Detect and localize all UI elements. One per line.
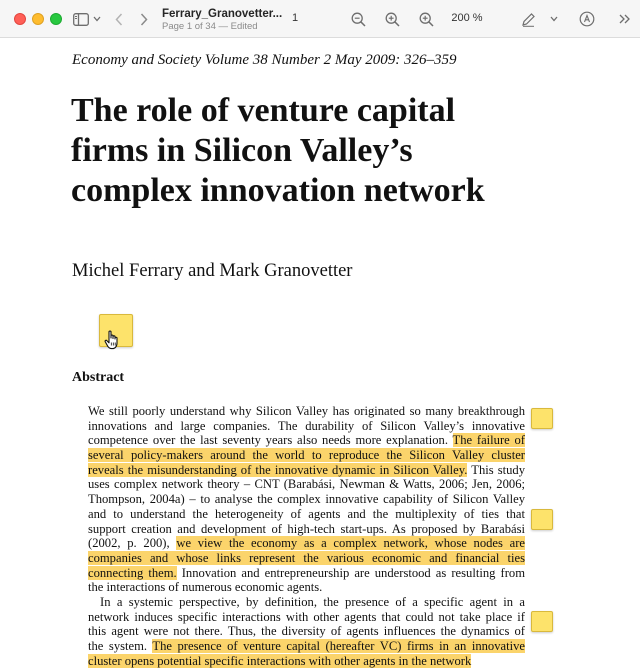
text-run: uses complex network theory – CNT (Barabási, Newman & Watts, 2006; Jen, 2006; bbox=[88, 477, 525, 492]
sticky-note-annotation[interactable] bbox=[531, 611, 553, 632]
abstract-line bbox=[88, 463, 525, 478]
zoom-level[interactable]: 200 % bbox=[451, 12, 483, 24]
highlighted-text[interactable]: we view the economy as a complex network, whose nodes are bbox=[176, 536, 525, 551]
text-run: (2002, p. 200), bbox=[88, 536, 177, 551]
zoom-in-icon[interactable] bbox=[384, 9, 400, 29]
title-line: complex innovation network bbox=[71, 172, 485, 209]
text-run: In a systemic perspective, by definition, the presence of a specific agent in a bbox=[100, 594, 525, 609]
toolbar bbox=[0, 0, 640, 38]
forward-chevron-icon[interactable] bbox=[137, 9, 151, 29]
zoom-out-icon[interactable] bbox=[350, 9, 366, 29]
minimize-window-button[interactable] bbox=[32, 13, 44, 25]
text-run: this agent were not there. Thus, the diversity of agents influences the dynamics of bbox=[88, 624, 525, 639]
paper-title bbox=[71, 91, 591, 211]
text-run: the interactions of numerous economic agents. bbox=[88, 580, 323, 595]
abstract-line bbox=[88, 654, 525, 669]
highlighted-text[interactable]: connecting them. bbox=[88, 565, 177, 580]
document-subtitle: Page 1 of 34 — Edited bbox=[162, 21, 258, 32]
text-run: Innovation and entrepreneurship are understood as resulting from bbox=[176, 565, 525, 580]
abstract-line bbox=[88, 580, 525, 595]
text-run: the system. bbox=[88, 639, 153, 654]
abstract-line bbox=[88, 551, 525, 566]
abstract-line bbox=[88, 477, 525, 492]
abstract-line bbox=[88, 419, 525, 434]
text-run: competence over the last seventy years also needs more explanation. bbox=[88, 433, 453, 448]
text-run: innovations and large companies. The durability of Silicon Valley’s innovative bbox=[88, 418, 525, 433]
pdf-page bbox=[0, 39, 640, 671]
chevron-down-icon[interactable] bbox=[92, 9, 102, 29]
text-run: This study bbox=[467, 462, 525, 477]
page-number-field[interactable]: 1 bbox=[291, 12, 299, 24]
back-chevron-icon[interactable] bbox=[112, 9, 126, 29]
zoom-in-icon[interactable] bbox=[418, 9, 434, 29]
abstract-line bbox=[88, 404, 525, 419]
abstract-text bbox=[88, 404, 525, 668]
abstract-line bbox=[88, 492, 525, 507]
abstract-line bbox=[88, 566, 525, 581]
abstract-line bbox=[88, 507, 525, 522]
text-run: and to understand the heterogeneity of agents and the multiplexity of ties that bbox=[88, 506, 525, 521]
text-run: We still poorly understand why Silicon Valley has originated so many breakthrough bbox=[88, 404, 525, 418]
highlighted-text[interactable]: companies and whose links represent the various economic and financial ties bbox=[88, 550, 525, 565]
text-run: network induces specific interactions with other agents that could not take place if bbox=[88, 609, 525, 624]
markup-icon[interactable] bbox=[578, 9, 596, 29]
zoom-window-button[interactable] bbox=[50, 13, 62, 25]
highlighted-text[interactable]: reveals the misunderstanding of the innovative dynamic in Silicon Valley. bbox=[88, 462, 468, 477]
document-title: Ferrary_Granovetter... bbox=[162, 8, 283, 20]
highlighted-text[interactable]: cluster opens potential specific interactions with other agents in the network bbox=[88, 653, 472, 668]
abstract-line bbox=[88, 639, 525, 654]
abstract-line bbox=[88, 522, 525, 537]
abstract-heading: Abstract bbox=[72, 370, 125, 385]
sticky-note-annotation[interactable] bbox=[531, 509, 553, 530]
hand-cursor-icon bbox=[104, 330, 121, 355]
journal-citation: Economy and Society Volume 38 Number 2 May 2009: 326–359 bbox=[72, 52, 457, 68]
highlighted-text[interactable]: The failure of bbox=[452, 433, 525, 448]
abstract-line bbox=[88, 536, 525, 551]
sidebar-icon[interactable] bbox=[72, 9, 90, 29]
chevron-down-icon[interactable] bbox=[549, 9, 559, 29]
text-run: support creation and development of high-tech start-ups. As proposed by Barabási bbox=[88, 521, 525, 536]
close-window-button[interactable] bbox=[14, 13, 26, 25]
abstract-line bbox=[88, 595, 525, 610]
abstract-line bbox=[88, 433, 525, 448]
title-line: firms in Silicon Valley’s bbox=[71, 132, 413, 169]
paper-authors: Michel Ferrary and Mark Granovetter bbox=[72, 261, 353, 281]
abstract-line bbox=[88, 448, 525, 463]
more-icon[interactable] bbox=[618, 9, 632, 29]
text-run: Thompson, 2004a) – to analyse the complex innovative capability of Silicon Valley bbox=[88, 492, 525, 507]
abstract-line bbox=[88, 624, 525, 639]
sticky-note-annotation[interactable] bbox=[531, 408, 553, 429]
pen-icon[interactable] bbox=[520, 9, 536, 29]
abstract-line bbox=[88, 610, 525, 625]
title-line: The role of venture capital bbox=[71, 92, 456, 129]
highlighted-text[interactable]: several policy-makers around the world to reproduce the Silicon Valley cluster bbox=[88, 448, 525, 463]
highlighted-text[interactable]: The presence of venture capital (hereafter VC) firms in an innovative bbox=[152, 639, 525, 654]
